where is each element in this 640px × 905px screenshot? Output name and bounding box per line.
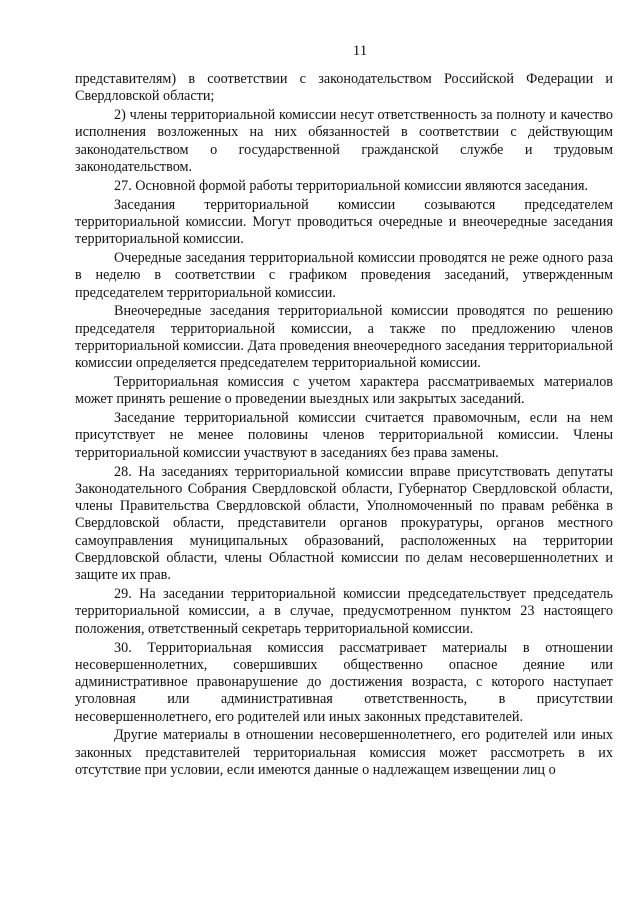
paragraph-clause-30: 30. Территориальная комиссия рассматривает материалы в отношении несовершеннолетних, совершивших общественно опасное деяние или административное правонарушение до достижения возраста, с которого наступает уголовная или административная ответственность, в присутствии несовершеннолетнего, его родителей или иных законных представителей. [75,639,613,725]
page-number: 11 [352,43,368,59]
paragraph-offsite-sessions: Территориальная комиссия с учетом характера рассматриваемых материалов может принять решение о проведении выездных или закрытых заседаний. [75,374,613,408]
paragraph-clause-29: 29. На заседании территориальной комиссии председательствует председатель территориальной комиссии, а в случае, предусмотренном пунктом 23 настоящего положения, ответственный секретарь территориальной комиссии. [75,586,613,637]
paragraph-other-materials: Другие материалы в отношении несовершеннолетнего, его родителей или иных законных представителей территориальная комиссия может рассмотреть в их отсутствие при условии, если имеются данные о надлежащем извещении лиц о [75,727,613,779]
document-body [75,71,613,781]
paragraph-extraordinary-sessions: Внеочередные заседания территориальной комиссии проводятся по решению председателя территориальной комиссии, а также по предложению членов территориальной комиссии. Дата проведения внеочередного заседания территориальной комиссии определяется председателем территориальной комиссии. [75,303,613,372]
paragraph-continuation: представителям) в соответствии с законодательством Российской Федерации и Свердловской области; [75,71,613,105]
paragraph-sessions-convened: Заседания территориальной комиссии созываются председателем территориальной комиссии. Могут проводиться очередные и внеочередные заседания территориальной комиссии. [75,196,613,248]
paragraph-item-2: 2) члены территориальной комиссии несут ответственность за полноту и качество исполнения возложенных на них обязанностей в соответствии с действующим законодательством о государственной гражданской службе и трудовым законодательством. [75,107,613,175]
paragraph-clause-27: 27. Основной формой работы территориальной комиссии являются заседания. [114,177,589,194]
paragraph-quorum: Заседание территориальной комиссии считается правомочным, если на нем присутствует не менее половины членов территориальной комиссии. Члены территориальной комиссии участвуют в заседаниях без права замены. [75,410,613,461]
paragraph-clause-28: 28. На заседаниях территориальной комиссии вправе присутствовать депутаты Законодательного Собрания Свердловской области, Губернатор Свердловской области, члены Правительства Свердловской области, Уполномоченный по правам ребёнка в Свердловской области, представители органов прокуратуры, органов местного самоуправления муниципальных образований, расположенных на территории Свердловской области, члены Областной комиссии по делам несовершеннолетних и защите их прав. [75,463,613,584]
paragraph-regular-sessions: Очередные заседания территориальной комиссии проводятся не реже одного раза в неделю в соответствии с графиком проведения заседаний, утвержденным председателем территориальной комиссии. [75,249,613,301]
